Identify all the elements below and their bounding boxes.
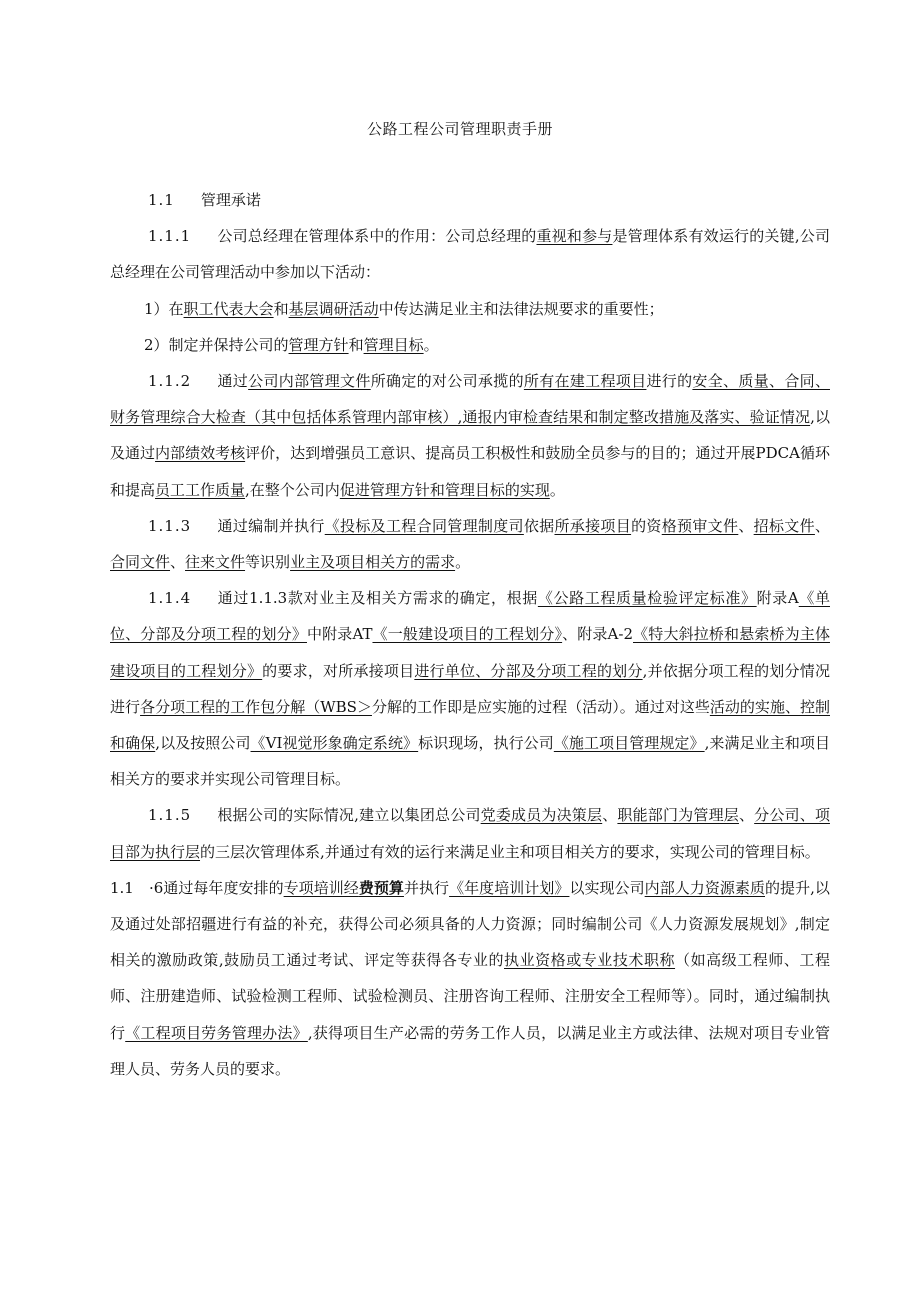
underlined-phrase: 业主及项目相关方的需求 bbox=[290, 553, 456, 572]
underlined-phrase: 管理方针 bbox=[288, 335, 349, 354]
text-run: ,获得项目生产必需的劳务工作人员，以满足业主方或法律、法规对项目专业管理人员、劳务人员的要求。 bbox=[110, 1023, 830, 1078]
text-run: ,以及通过 bbox=[110, 408, 830, 463]
underlined-bold-phrase: 费预算 bbox=[358, 878, 404, 897]
underlined-phrase: 内部人力资源素质 bbox=[644, 878, 765, 897]
underlined-phrase: 内部绩效考核 bbox=[155, 444, 246, 463]
text-run: ,并依据分项工程的划分情况进行 bbox=[110, 661, 830, 716]
underlined-phrase: 合同文件 bbox=[110, 553, 171, 572]
text-run: 是管理体系有效运行的关键,公司总经理在公司管理活动中参加以下活动： bbox=[110, 227, 830, 282]
text-run: 通过编制并执行 bbox=[217, 516, 325, 535]
text-run: 和 bbox=[348, 335, 364, 354]
text-run: 所确定的对公司承揽的 bbox=[370, 372, 524, 391]
underlined-phrase: 《单位、分部及分项工程的划分》 bbox=[110, 589, 830, 644]
text-run: 分解的工作即是应实施的过程（活动）。通过对这些 bbox=[371, 697, 710, 716]
text-run: 、 bbox=[170, 553, 186, 572]
clause-number: 1.1.3 bbox=[148, 516, 192, 535]
underlined-phrase: 公司内部管理文件 bbox=[248, 372, 371, 391]
text-run: 、 bbox=[814, 516, 830, 535]
text-run: 、 bbox=[602, 806, 618, 825]
text-run: 公司总经理在管理体系中的作用：公司总经理的 bbox=[217, 227, 537, 246]
section-heading bbox=[110, 182, 830, 218]
underlined-phrase: 党委成员为决策层 bbox=[480, 806, 603, 825]
text-run: 的资 bbox=[631, 516, 662, 535]
text-run: 和 bbox=[273, 299, 289, 318]
text-run: 中传达满足业主和法律法规要求的重要性； bbox=[378, 299, 664, 318]
document-body bbox=[110, 182, 830, 1087]
clause-number: 1.1 ·6 bbox=[110, 878, 164, 897]
text-run: 。 bbox=[549, 480, 565, 499]
underlined-phrase: 所有在建工程项目 bbox=[523, 372, 647, 391]
clause-number: 1.1.2 bbox=[148, 372, 192, 391]
text-run: ,以及按照公司 bbox=[155, 734, 251, 753]
text-run: 、 bbox=[738, 806, 755, 825]
underlined-phrase: 招标文件 bbox=[753, 516, 815, 535]
paragraph-1-1-5 bbox=[110, 797, 830, 869]
underlined-phrase: 活动的实施、控制和确保 bbox=[110, 697, 830, 753]
underlined-phrase: 员工工作质量 bbox=[155, 480, 246, 499]
section-number: 1.1 bbox=[148, 191, 175, 209]
clause-number: 1.1.4 bbox=[148, 589, 192, 608]
underlined-phrase: 进行单位、分部及分项工程的划分 bbox=[414, 661, 643, 680]
underlined-phrase: 《工程项目劳务管理办法》 bbox=[125, 1023, 308, 1042]
text-run: （如高级工程师、工程师、注册建造师、试验检测工程师、试验检测员、注册咨询工程师、注册安全工程师等）。同时，通过编制执行 bbox=[110, 951, 830, 1042]
clause-number: 1.1.5 bbox=[148, 806, 192, 825]
underlined-phrase: 促进管理方针和管理目标的实现 bbox=[339, 480, 550, 499]
text-run: 附录A bbox=[756, 589, 799, 608]
text-run: 进行的 bbox=[646, 372, 693, 391]
text-run: 并执行 bbox=[403, 878, 450, 897]
underlined-phrase: 所承接项目 bbox=[554, 516, 632, 535]
underlined-phrase: 格预审文件 bbox=[661, 516, 739, 535]
text-run: 2）制定并保持公司的 bbox=[144, 335, 289, 354]
underlined-phrase: 专项培训经 bbox=[283, 878, 359, 897]
paragraph-1-1-3 bbox=[110, 508, 830, 580]
underlined-phrase: 往来文件 bbox=[185, 553, 246, 572]
text-run: 的要求，对所承接项目 bbox=[262, 661, 415, 680]
underlined-phrase: 安全、质量、合同、财务管理综合大检查（其中包括体系管理内部审核）,通报内审检查结果和制定整改措施及落实、验证情况 bbox=[110, 372, 830, 427]
underlined-phrase: 职能部门为管理层 bbox=[617, 806, 739, 825]
underlined-phrase: 《VI视觉形象确定系统》 bbox=[250, 734, 419, 753]
text-run: ,在整个公司内 bbox=[245, 480, 340, 499]
clause-number: 1.1.1 bbox=[148, 227, 192, 246]
text-run: ,来满足业主和项目相关方的要求并实现公司管理目标。 bbox=[110, 734, 830, 789]
text-run: 依据 bbox=[523, 516, 555, 535]
underlined-phrase: 重视和参与 bbox=[536, 227, 613, 246]
document-title: 公路工程公司管理职责手册 bbox=[366, 120, 553, 138]
paragraph-1-1-4 bbox=[110, 580, 830, 797]
underlined-phrase: 《公路工程质量检验评定标准》 bbox=[537, 589, 757, 608]
text-run: 等识别 bbox=[245, 553, 291, 572]
text-run: 、 bbox=[738, 516, 754, 535]
paragraph-1-1-2 bbox=[110, 363, 830, 508]
underlined-phrase: 各分项工程的工作包分解（WBS＞ bbox=[140, 697, 372, 716]
text-run: 通过1.1.3款对业主及相关方需求的确定，根据 bbox=[217, 589, 538, 608]
text-run: 以实现公司 bbox=[569, 878, 645, 897]
underlined-phrase: 执业资格或专业技术职称 bbox=[504, 951, 676, 970]
text-run: 标识现场，执行公司 bbox=[418, 734, 554, 753]
paragraph-1-1-1 bbox=[110, 218, 830, 290]
underlined-phrase: 《一般建设项目的工程划分》 bbox=[372, 625, 563, 644]
underlined-phrase: 职工代表大会 bbox=[183, 299, 274, 318]
paragraph-1-1-6 bbox=[110, 870, 830, 1087]
text-run: 通过 bbox=[217, 372, 249, 391]
text-run: 的提升,以及通过处部招疆进行有益的补充，获得公司必须具备的人力资源；同时编制公司《人力资源发展规划》,制定相关的激励政策,鼓励员工通过考试、评定等获得各专业的 bbox=[110, 878, 830, 970]
underlined-phrase: 《投标及工程合同管理制度司 bbox=[324, 516, 524, 535]
text-run: 1）在 bbox=[144, 299, 184, 318]
underlined-phrase: 管理目标 bbox=[363, 335, 424, 354]
list-item-1 bbox=[110, 291, 830, 327]
underlined-phrase: 《施工项目管理规定》 bbox=[553, 734, 705, 753]
text-run: 评价，达到增强员工意识、提高员工积极性和鼓励全员参与的目的；通过开展PDCA循环和提高 bbox=[110, 444, 830, 499]
text-run: 中附录AT bbox=[306, 625, 373, 644]
text-run: 的三层次管理体系,并通过有效的运行来满足业主和项目相关方的要求，实现公司的管理目标。 bbox=[200, 842, 820, 861]
text-run: 、附录A-2 bbox=[562, 625, 633, 644]
underlined-phrase: 《特大斜拉桥和悬索桥为主体建设项目的工程划分》 bbox=[110, 625, 830, 680]
list-item-2 bbox=[110, 327, 830, 363]
underlined-phrase: 基层调研活动 bbox=[288, 299, 379, 318]
text-run: 。 bbox=[423, 335, 439, 354]
section-title: 管理承诺 bbox=[200, 191, 261, 209]
text-run: 根据公司的实际情况,建立以集团总公司 bbox=[217, 806, 481, 825]
underlined-phrase: 分公司、项目部为执行层 bbox=[110, 806, 830, 861]
underlined-phrase: 《年度培训计划》 bbox=[449, 878, 570, 897]
text-run: 通过每年度安排的 bbox=[163, 878, 284, 897]
text-run: 。 bbox=[455, 553, 471, 572]
